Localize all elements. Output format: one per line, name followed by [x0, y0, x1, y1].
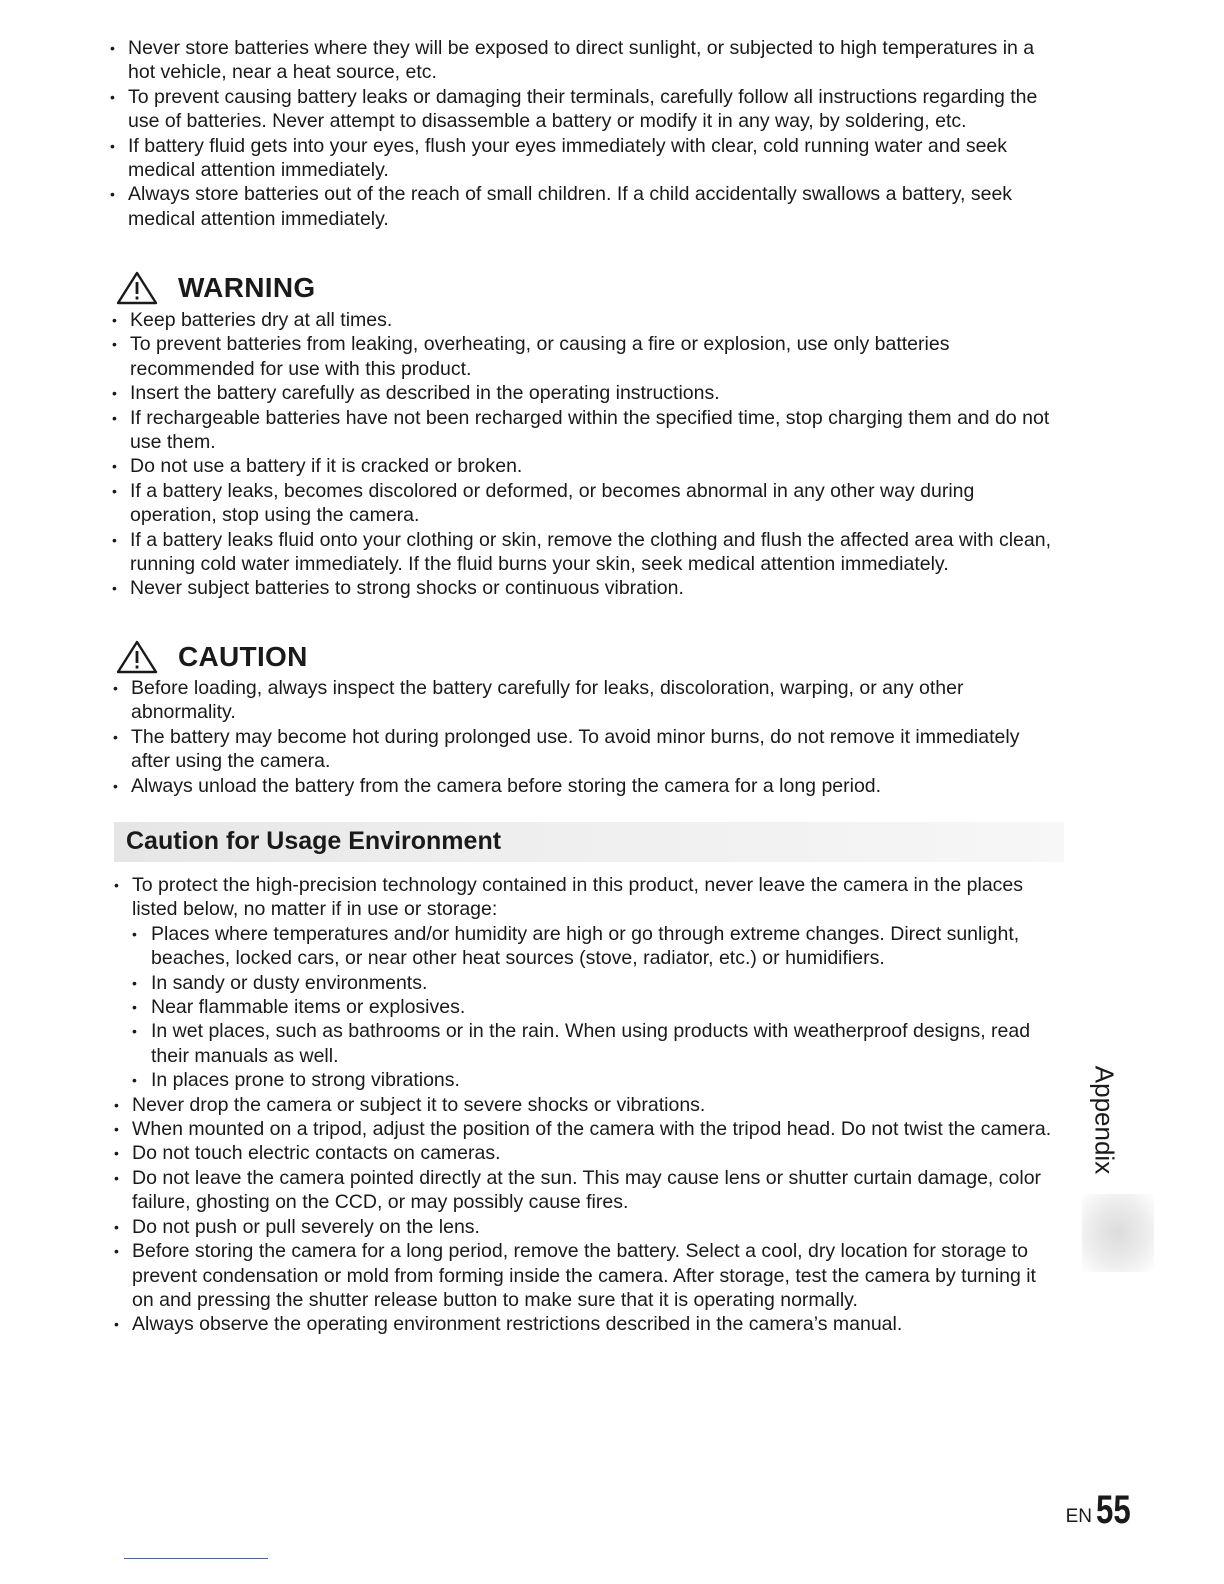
list-item: • When mounted on a tripod, adjust the position of the camera with the tripod head. Do not twist the camera.: [0, 1117, 1060, 1141]
environment-intro: To protect the high-precision technology contained in this product, never leave the camera in the places listed below, no matter if in use or storage:: [132, 874, 1024, 921]
warning-title: WARNING: [178, 272, 316, 303]
sublist-item: • Near flammable items or explosives.: [132, 995, 1060, 1019]
environment-list: [0, 873, 1224, 1337]
list-item: • Insert the battery carefully as described in the operating instructions.: [0, 381, 1060, 405]
warning-triangle-icon: [116, 271, 158, 305]
list-item: • If rechargeable batteries have not been recharged within the specified time, stop charging them and do not use them.: [0, 406, 1060, 455]
list-item: • Always unload the battery from the camera before storing the camera for a long period.: [0, 774, 1060, 798]
sublist-item: • In wet places, such as bathrooms or in the rain. When using products with weatherproof designs, read their manuals as well.: [132, 1019, 1060, 1068]
caution-heading: [116, 640, 308, 674]
caution-title: CAUTION: [178, 641, 308, 672]
list-item: • Never drop the camera or subject it to severe shocks or vibrations.: [0, 1093, 1060, 1117]
side-tab-marker: [1082, 1194, 1154, 1272]
list-item: [0, 873, 1060, 1093]
list-item: • The battery may become hot during prolonged use. To avoid minor burns, do not remove it immediately after using the camera.: [0, 725, 1060, 774]
list-item: • Never subject batteries to strong shocks or continuous vibration.: [0, 576, 1060, 600]
list-item: • Keep batteries dry at all times.: [0, 308, 1060, 332]
caution-list: [0, 676, 1224, 798]
page-number-value: 55: [1096, 1488, 1131, 1532]
list-item: • If a battery leaks, becomes discolored or deformed, or becomes abnormal in any other way during operation, stop using the camera.: [0, 479, 1060, 528]
list-item: • If a battery leaks fluid onto your clothing or skin, remove the clothing and flush the affected area with clean, running cold water immediately. If the fluid burns your skin, seek medical attention immediately.: [0, 528, 1060, 577]
places-sublist: [132, 922, 1060, 1093]
page-number: [1066, 1490, 1140, 1530]
warning-heading: [116, 271, 315, 305]
list-item: • Never store batteries where they will be exposed to direct sunlight, or subjected to high temperatures in a hot vehicle, near a heat source, etc.: [0, 36, 1060, 85]
list-item: • To prevent batteries from leaking, overheating, or causing a fire or explosion, use only batteries recommended for use with this product.: [0, 332, 1060, 381]
list-item: • To prevent causing battery leaks or damaging their terminals, carefully follow all instructions regarding the use of batteries. Never attempt to disassemble a battery or modify it in any way, by soldering, etc.: [0, 85, 1060, 134]
list-item: • Before loading, always inspect the battery carefully for leaks, discoloration, warping, or any other abnormality.: [0, 676, 1060, 725]
side-tab-label: Appendix: [1089, 1065, 1120, 1175]
list-item: • Always store batteries out of the reach of small children. If a child accidentally swallows a battery, seek medical attention immediately.: [0, 182, 1060, 231]
language-code: EN: [1065, 1506, 1092, 1527]
sublist-item: • Places where temperatures and/or humidity are high or go through extreme changes. Direct sunlight, beaches, locked cars, or near other heat sources (stove, radiator, etc.) or humidifiers.: [132, 922, 1060, 971]
section-title: Caution for Usage Environment: [126, 827, 502, 855]
list-item: • Before storing the camera for a long period, remove the battery. Select a cool, dry location for storage to prevent condensation or mold from forming inside the camera. After storage, test the camera by turning it on and pressing the shutter release button to make sure that it is operating normally.: [0, 1239, 1060, 1312]
list-item: • Do not touch electric contacts on cameras.: [0, 1141, 1060, 1165]
list-item: • Always observe the operating environment restrictions described in the camera’s manual.: [0, 1312, 1060, 1336]
sublist-item: • In sandy or dusty environments.: [132, 971, 1060, 995]
battery-precautions-list: [0, 36, 1224, 231]
list-item: • Do not leave the camera pointed directly at the sun. This may cause lens or shutter curtain damage, color failure, ghosting on the CCD, or may possibly cause fires.: [0, 1166, 1060, 1215]
list-item: • Do not push or pull severely on the lens.: [0, 1215, 1060, 1239]
warning-triangle-icon: [116, 640, 158, 674]
list-item: • Do not use a battery if it is cracked or broken.: [0, 454, 1060, 478]
appendix-side-tab: [1084, 1050, 1124, 1190]
footer-divider: [124, 1558, 268, 1559]
list-item: • If battery fluid gets into your eyes, flush your eyes immediately with clear, cold running water and seek medical attention immediately.: [0, 134, 1060, 183]
sublist-item: • In places prone to strong vibrations.: [132, 1068, 1060, 1092]
warning-list: [0, 308, 1224, 601]
